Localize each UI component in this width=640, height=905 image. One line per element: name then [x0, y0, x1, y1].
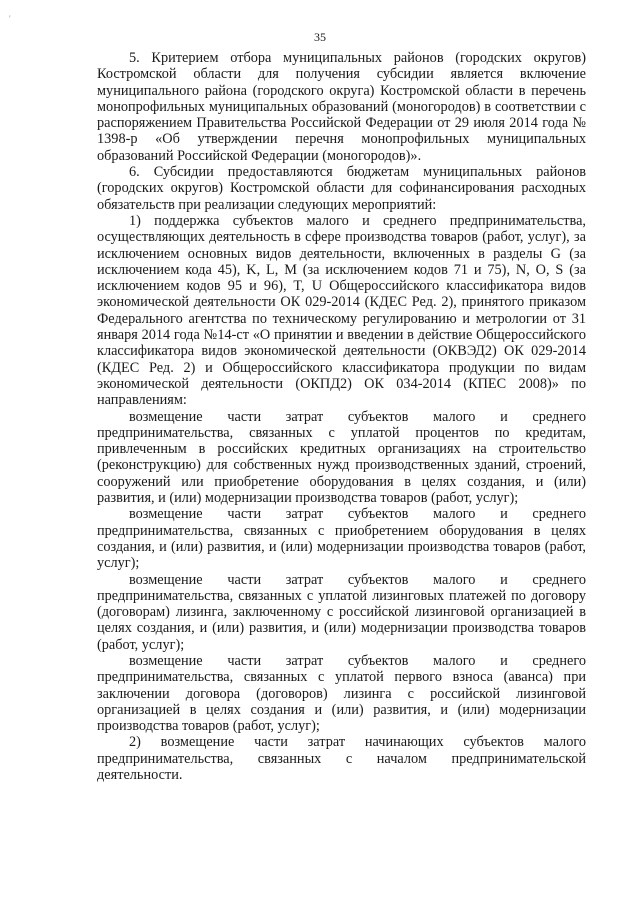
- paragraph-item-1-support: 1) поддержка субъектов малого и среднего предпринимательства, осуществляющих деятельность в сфере производства товаров (работ, услуг), за исключением основных видов деятельности, включенных в разделы G (за исключением кода 45), K, L, M (за исключением кодов 71 и 75), N, O, S (за исключением кодов 95 и 96), T, U Общероссийского классификатора видов экономической деятельности ОК 029-2014 (КДЕС Ред. 2), принятого приказом Федерального агентства по техническому регулированию и метрологии от 31 января 2014 года №14-ст «О принятии и введении в действие Общероссийского классификатора видов экономической деятельности (ОКВЭД2) ОК 029-2014 (КДЕС Ред. 2) и Общероссийского классификатора продукции по видам экономической деятельности (ОКПД2) ОК 034-2014 (КПЕС 2008)» по направлениям:: [97, 212, 586, 409]
- scan-mark: ': [9, 14, 11, 24]
- paragraph-item-2-startups: 2) возмещение части затрат начинающих субъектов малого предпринимательства, связанных с началом предпринимательской деятельности.: [97, 734, 586, 784]
- paragraph-equipment: возмещение части затрат субъектов малого и среднего предпринимательства, связанных с приобретением оборудования в целях создания, и (или) развития, и (или) модернизации производства товаров (работ, услуг);: [97, 506, 586, 572]
- paragraph-credit-interest: возмещение части затрат субъектов малого и среднего предпринимательства, связанных с уплатой процентов по кредитам, привлеченным в российских кредитных организациях на строительство (реконструкцию) для собственных нужд производственных зданий, строений, сооружений или приобретение оборудования в целях создания, и (или) развития, и (или) модернизации производства товаров (работ, услуг);: [97, 408, 586, 507]
- page-number: 35: [314, 30, 326, 44]
- document-body: [97, 50, 586, 783]
- paragraph-subsidies-6: 6. Субсидии предоставляются бюджетам муниципальных районов (городских округов) Костромской области для софинансирования расходных обязательств при реализации следующих мероприятий:: [97, 164, 586, 213]
- paragraph-leasing-payments: возмещение части затрат субъектов малого и среднего предпринимательства, связанных с уплатой лизинговых платежей по договору (договорам) лизинга, заключенному с российской лизинговой организацией в целях создания, и (или) развития, и (или) модернизации производства товаров (работ, услуг);: [97, 571, 586, 653]
- paragraph-criterion-5: 5. Критерием отбора муниципальных районов (городских округов) Костромской области для получения субсидии является включение муниципального района (городского округа) Костромской области в перечень монопрофильных муниципальных образований (моногородов) в соответствии с распоряжением Правительства Российской Федерации от 29 июля 2014 года № 1398-р «Об утверждении перечня монопрофильных муниципальных образований Российской Федерации (моногородов)».: [97, 50, 586, 164]
- paragraph-leasing-advance: возмещение части затрат субъектов малого и среднего предпринимательства, связанных с уплатой первого взноса (аванса) при заключении договора (договоров) лизинга с российской лизинговой организацией в целях создания и (или) развития, и (или) модернизации производства товаров (работ, услуг);: [97, 652, 586, 735]
